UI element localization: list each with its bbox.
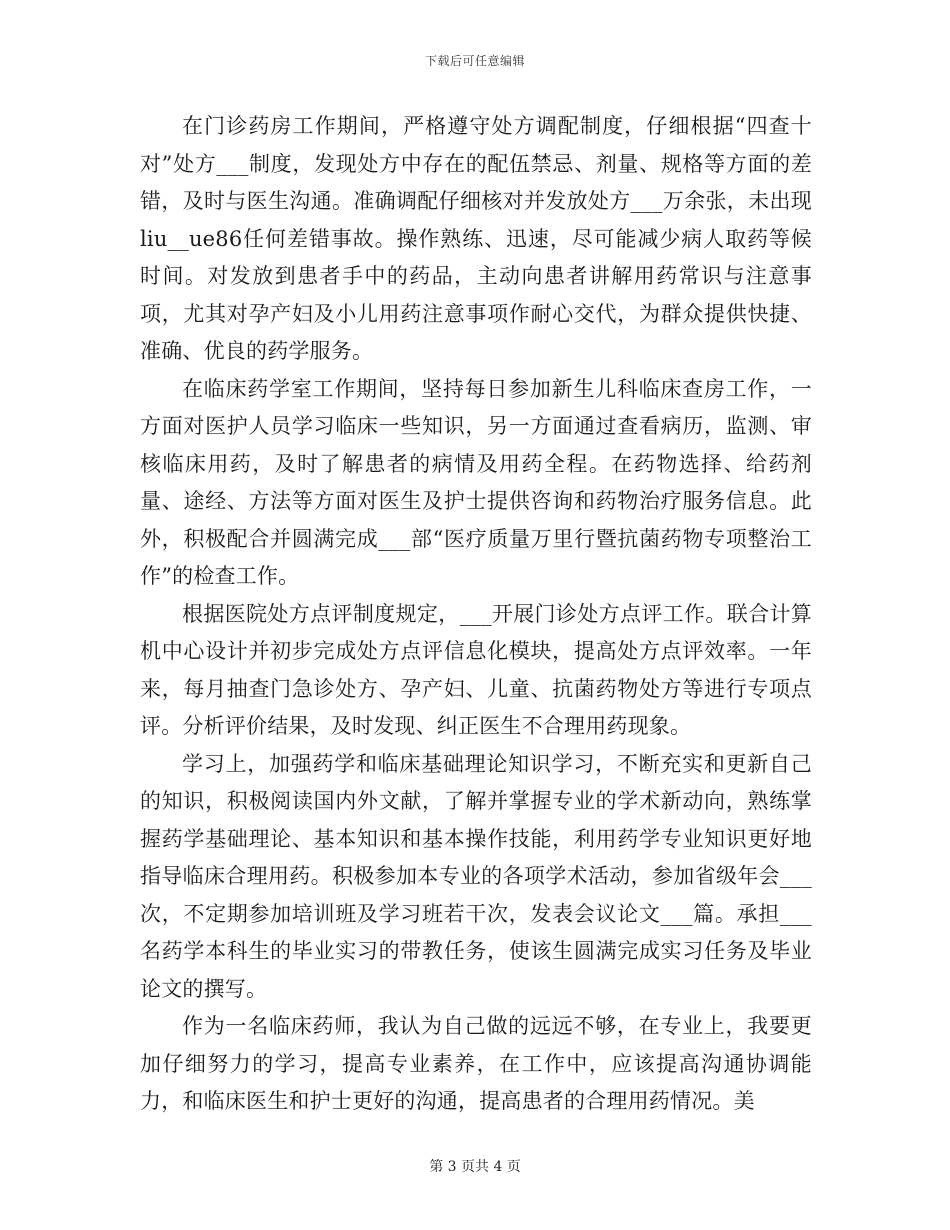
paragraph-prescription-review: 根据医院处方点评制度规定，___开展门诊处方点评工作。联合计算机中心设计并初步完成处方点评信息化模块，提高处方点评效率。一年来，每月抽查门急诊处方、孕产妇、儿童、抗菌药物处方等进行专项点评。分析评价结果，及时发现、纠正医生不合理用药现象。 [140, 601, 812, 738]
paragraph-study: 学习上，加强药学和临床基础理论知识学习，不断充实和更新自己的知识，积极阅读国内外文献，了解并掌握专业的学术新动向，熟练掌握药学基础理论、基本知识和基本操作技能，利用药学专业知识更好地指导临床合理用药。积极参加本专业的各项学术活动，参加省级年会___次，不定期参加培训班及学习班若干次，发表会议论文___篇。承担___名药学本科生的毕业实习的带教任务，使该生圆满完成实习任务及毕业论文的撰写。 [140, 751, 812, 1001]
page-header: 下载后可任意编辑 [424, 54, 525, 68]
document-body [140, 108, 812, 1121]
paragraph-self-reflection: 作为一名临床药师，我认为自己做的远远不够，在专业上，我要更加仔细努力的学习，提高专业素养，在工作中，应该提高沟通协调能力，和临床医生和护士更好的沟通，提高患者的合理用药情况。美 [140, 1014, 812, 1113]
paragraph-clinical-pharmacy: 在临床药学室工作期间，坚持每日参加新生儿科临床查房工作，一方面对医护人员学习临床一些知识，另一方面通过查看病历，监测、审核临床用药，及时了解患者的病情及用药全程。在药物选择、给药剂量、途经、方法等方面对医生及护士提供咨询和药物治疗服务信息。此外，积极配合并圆满完成___部“医疗质量万里行暨抗菌药物专项整治工作”的检查工作。 [140, 376, 812, 588]
page-number: 第 3 页共 4 页 [429, 1159, 521, 1175]
paragraph-outpatient-pharmacy: 在门诊药房工作期间，严格遵守处方调配制度，仔细根据“四查十对”处方___制度，发现处方中存在的配伍禁忌、剂量、规格等方面的差错，及时与医生沟通。准确调配仔细核对并发放处方___万余张，未出现liu__ue86任何差错事故。操作熟练、迅速，尽可能减少病人取药等候时间。对发放到患者手中的药品，主动向患者讲解用药常识与注意事项，尤其对孕产妇及小儿用药注意事项作耐心交代，为群众提供快捷、准确、优良的药学服务。 [140, 114, 812, 363]
